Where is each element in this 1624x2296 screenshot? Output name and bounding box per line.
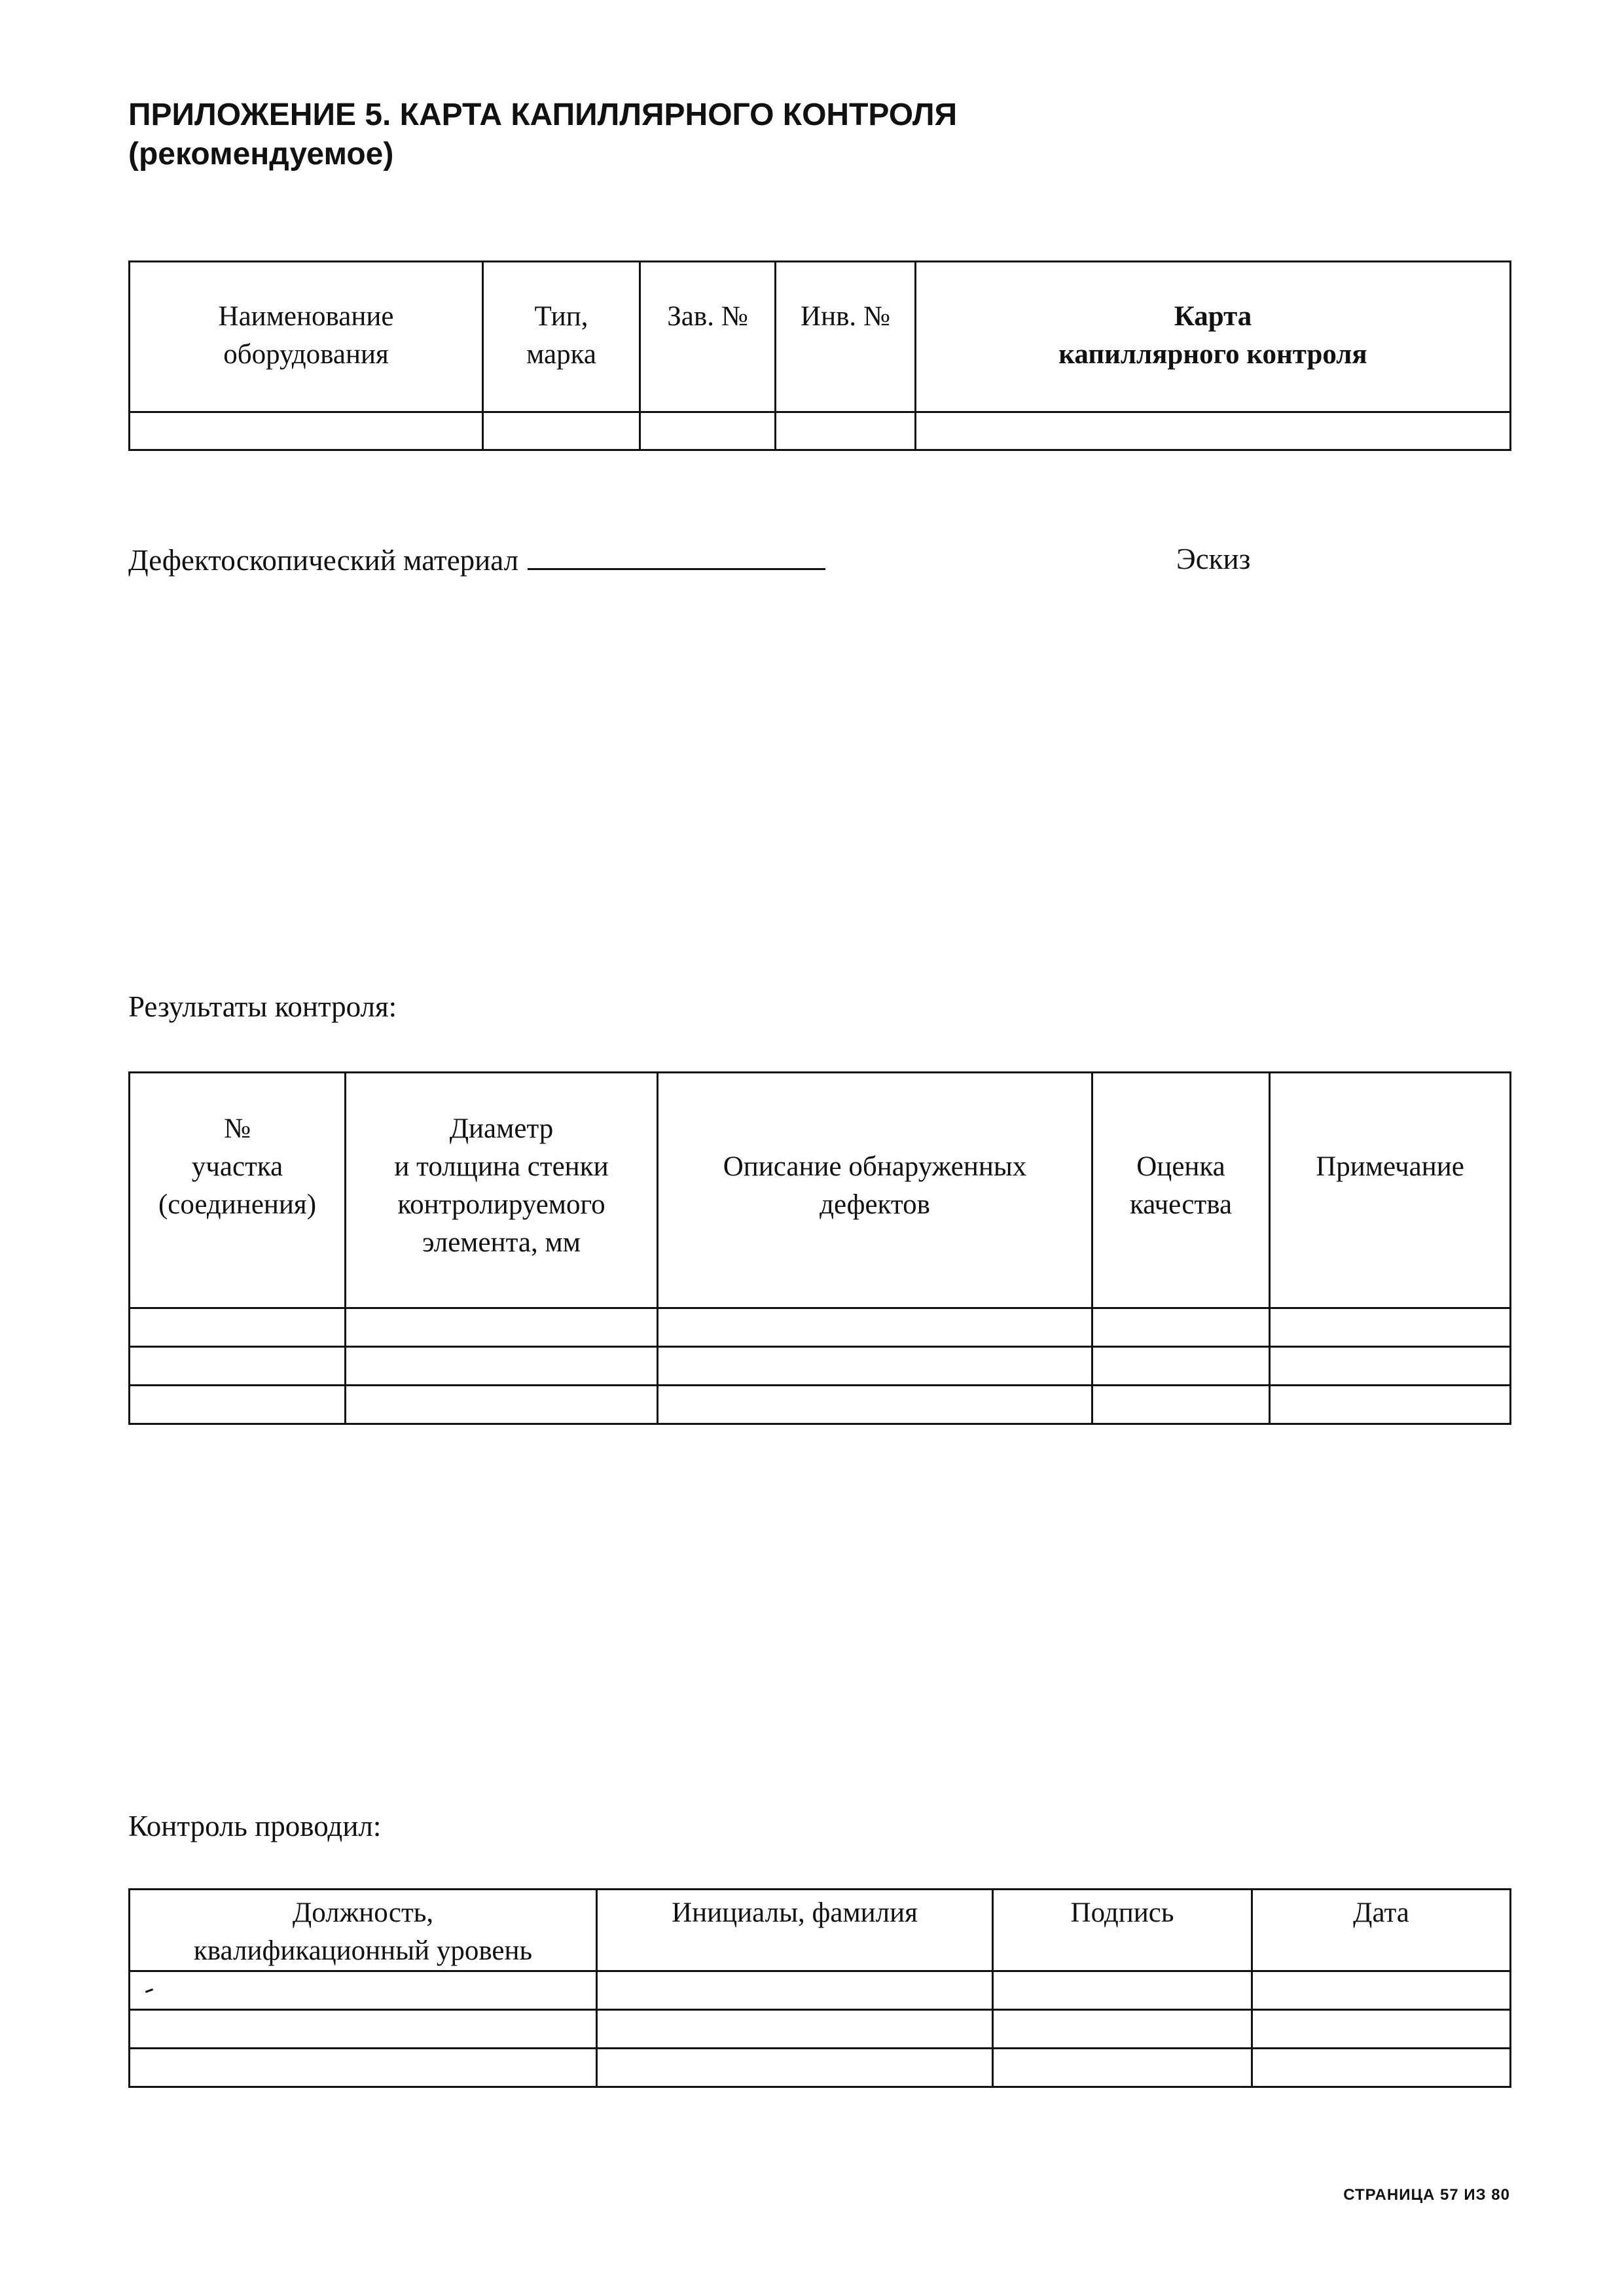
equipment-header-row <box>130 262 1511 412</box>
signature-table <box>128 1888 1511 2088</box>
results-cell[interactable] <box>346 1308 658 1347</box>
results-table <box>128 1071 1511 1425</box>
header-equipment-name: Наименование оборудования <box>130 262 483 412</box>
cell-equipment-name[interactable] <box>130 412 483 450</box>
signature-cell[interactable] <box>1252 2010 1511 2049</box>
results-label: Результаты контроля: <box>128 990 397 1023</box>
signature-cell[interactable] <box>597 1971 993 2010</box>
sketch-label: Эскиз <box>1176 543 1251 575</box>
header-inventory-number: Инв. № <box>776 262 916 412</box>
header-defect-description: Описание обнаруженных дефектов <box>658 1073 1092 1308</box>
results-cell[interactable] <box>1270 1386 1511 1424</box>
results-cell[interactable] <box>658 1308 1092 1347</box>
results-cell[interactable] <box>130 1347 346 1386</box>
signature-cell[interactable] <box>1252 2049 1511 2087</box>
signature-cell[interactable] <box>993 1971 1252 2010</box>
signature-cell[interactable] <box>597 2049 993 2087</box>
header-diameter-thickness: Диаметр и толщина стенки контролируемого элемента, мм <box>346 1073 658 1308</box>
results-cell[interactable] <box>658 1347 1092 1386</box>
header-serial-number: Зав. № <box>640 262 776 412</box>
cell-inventory-number[interactable] <box>776 412 916 450</box>
material-line <box>128 541 825 579</box>
signature-row <box>130 2049 1511 2087</box>
results-cell[interactable] <box>1092 1347 1270 1386</box>
document-heading <box>128 96 957 174</box>
results-cell[interactable] <box>1270 1347 1511 1386</box>
material-blank[interactable] <box>528 541 825 570</box>
header-quality-assessment: Оценка качества <box>1092 1073 1270 1308</box>
signature-cell[interactable] <box>130 2049 597 2087</box>
results-cell[interactable] <box>658 1386 1092 1424</box>
signature-cell[interactable] <box>993 2010 1252 2049</box>
signature-cell[interactable] <box>130 2010 597 2049</box>
results-row <box>130 1386 1511 1424</box>
results-cell[interactable] <box>1270 1308 1511 1347</box>
header-initials-surname: Инициалы, фамилия <box>597 1890 993 1971</box>
results-cell[interactable] <box>346 1386 658 1424</box>
signature-cell[interactable] <box>597 2010 993 2049</box>
signature-cell[interactable] <box>1252 1971 1511 2010</box>
heading-subtitle: (рекомендуемое) <box>128 137 394 171</box>
heading-title: ПРИЛОЖЕНИЕ 5. КАРТА КАПИЛЛЯРНОГО КОНТРОЛЯ <box>128 98 958 132</box>
inspector-label: Контроль проводил: <box>128 1810 382 1842</box>
header-card-title: Карта капиллярного контроля <box>916 262 1511 412</box>
header-type-model: Тип, марка <box>483 262 640 412</box>
cell-serial-number[interactable] <box>640 412 776 450</box>
results-cell[interactable] <box>1092 1308 1270 1347</box>
equipment-table <box>128 260 1511 451</box>
results-row <box>130 1347 1511 1386</box>
header-date: Дата <box>1252 1890 1511 1971</box>
results-cell[interactable] <box>130 1308 346 1347</box>
header-note: Примечание <box>1270 1073 1511 1308</box>
results-header-row <box>130 1073 1511 1308</box>
results-row <box>130 1308 1511 1347</box>
signature-header-row <box>130 1890 1511 1971</box>
signature-cell[interactable] <box>130 1971 597 2010</box>
header-position-qualification: Должность, квалификационный уровень <box>130 1890 597 1971</box>
equipment-entry-row <box>130 412 1511 450</box>
cell-card[interactable] <box>916 412 1511 450</box>
results-cell[interactable] <box>130 1386 346 1424</box>
signature-row <box>130 1971 1511 2010</box>
results-cell[interactable] <box>346 1347 658 1386</box>
cell-type-model[interactable] <box>483 412 640 450</box>
signature-row <box>130 2010 1511 2049</box>
page-number: СТРАНИЦА 57 ИЗ 80 <box>1343 2186 1510 2204</box>
header-signature: Подпись <box>993 1890 1252 1971</box>
results-cell[interactable] <box>1092 1386 1270 1424</box>
signature-cell[interactable] <box>993 2049 1252 2087</box>
material-label: Дефектоскопический материал <box>128 544 519 577</box>
header-section-number: № участка (соединения) <box>130 1073 346 1308</box>
